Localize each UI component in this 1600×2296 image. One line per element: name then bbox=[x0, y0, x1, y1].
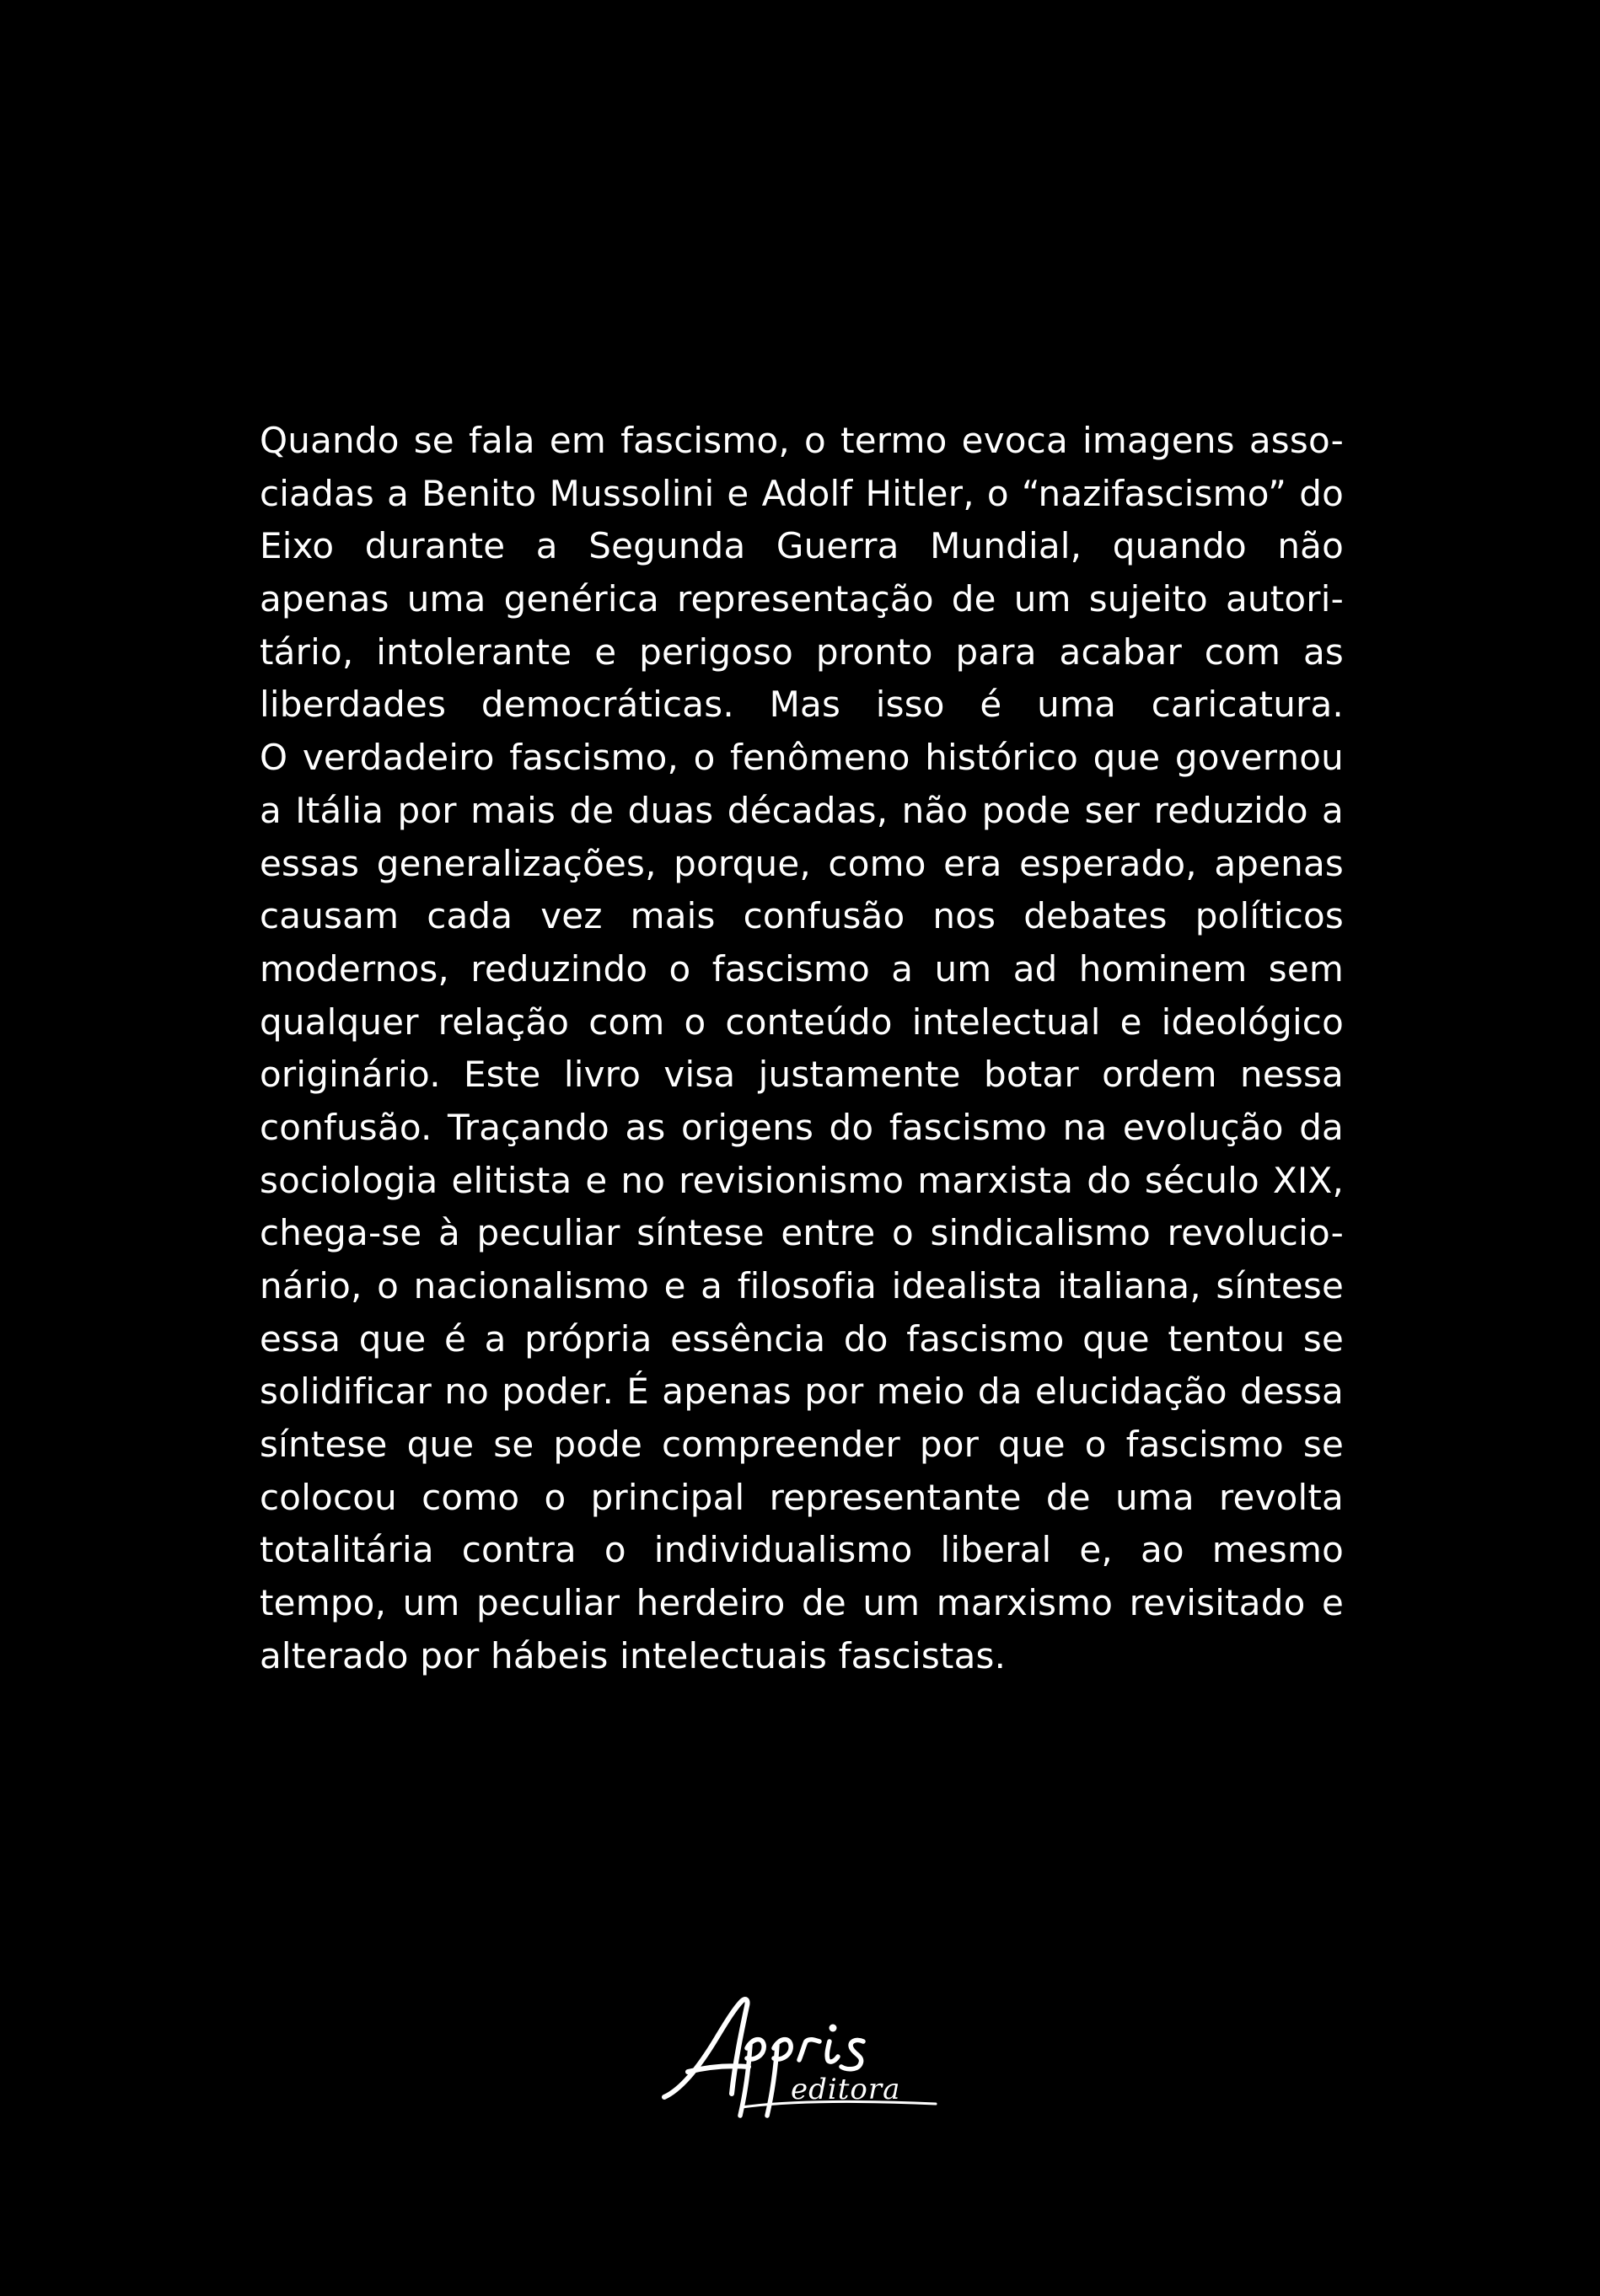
blurb-line: O verdadeiro fascismo, o fenômeno histórico que governou bbox=[260, 737, 1344, 779]
blurb-line: Quando se fala em fascismo, o termo evoca imagens asso- bbox=[260, 420, 1344, 461]
blurb-line: Eixo durante a Segunda Guerra Mundial, quando não bbox=[260, 525, 1344, 567]
blurb-line: solidificar no poder. É apenas por meio da elucidação dessa bbox=[260, 1371, 1344, 1413]
blurb-line: essas generalizações, porque, como era esperado, apenas bbox=[260, 842, 1344, 884]
blurb-line: totalitária contra o individualismo liberal e, ao mesmo bbox=[260, 1529, 1344, 1571]
blurb-line: colocou como o principal representante de uma revolta bbox=[260, 1476, 1344, 1518]
blurb-line: tempo, um peculiar herdeiro de um marxismo revisitado e bbox=[260, 1582, 1344, 1624]
blurb-line: originário. Este livro visa justamente botar ordem nessa bbox=[260, 1054, 1344, 1096]
blurb-line: síntese que se pode compreender por que o fascismo se bbox=[260, 1424, 1344, 1466]
blurb-line: ciadas a Benito Mussolini e Adolf Hitler, o “nazifascismo” do bbox=[260, 472, 1344, 514]
blurb-line: alterado por hábeis intelectuais fascistas. bbox=[260, 1634, 1007, 1676]
blurb-line: essa que é a própria essência do fascismo que tentou se bbox=[260, 1317, 1344, 1360]
appris-editora-logo bbox=[658, 1989, 948, 2124]
back-cover-blurb bbox=[260, 415, 1344, 1683]
blurb-line: confusão. Traçando as origens do fascismo na evolução da bbox=[260, 1106, 1344, 1148]
blurb-line: nário, o nacionalismo e a filosofia idealista italiana, síntese bbox=[260, 1265, 1344, 1306]
blurb-line: chega-se à peculiar síntese entre o sindicalismo revolucio- bbox=[260, 1212, 1344, 1254]
blurb-line: causam cada vez mais confusão nos debates políticos bbox=[260, 895, 1344, 937]
blurb-line: a Itália por mais de duas décadas, não pode ser reduzido a bbox=[260, 789, 1344, 831]
logo-subtitle: editora bbox=[791, 2073, 901, 2106]
publisher-logo-icon bbox=[658, 1989, 948, 2124]
blurb-line: modernos, reduzindo o fascismo a um ad hominem sem bbox=[260, 947, 1344, 990]
blurb-line: sociologia elitista e no revisionismo marxista do século XIX, bbox=[260, 1159, 1344, 1201]
blurb-line: apenas uma genérica representação de um sujeito autori- bbox=[260, 578, 1344, 620]
blurb-line: qualquer relação com o conteúdo intelectual e ideológico bbox=[260, 1000, 1344, 1043]
blurb-line: liberdades democráticas. Mas isso é uma caricatura. bbox=[260, 684, 1344, 726]
blurb-line: tário, intolerante e perigoso pronto para acabar com as bbox=[260, 630, 1344, 673]
